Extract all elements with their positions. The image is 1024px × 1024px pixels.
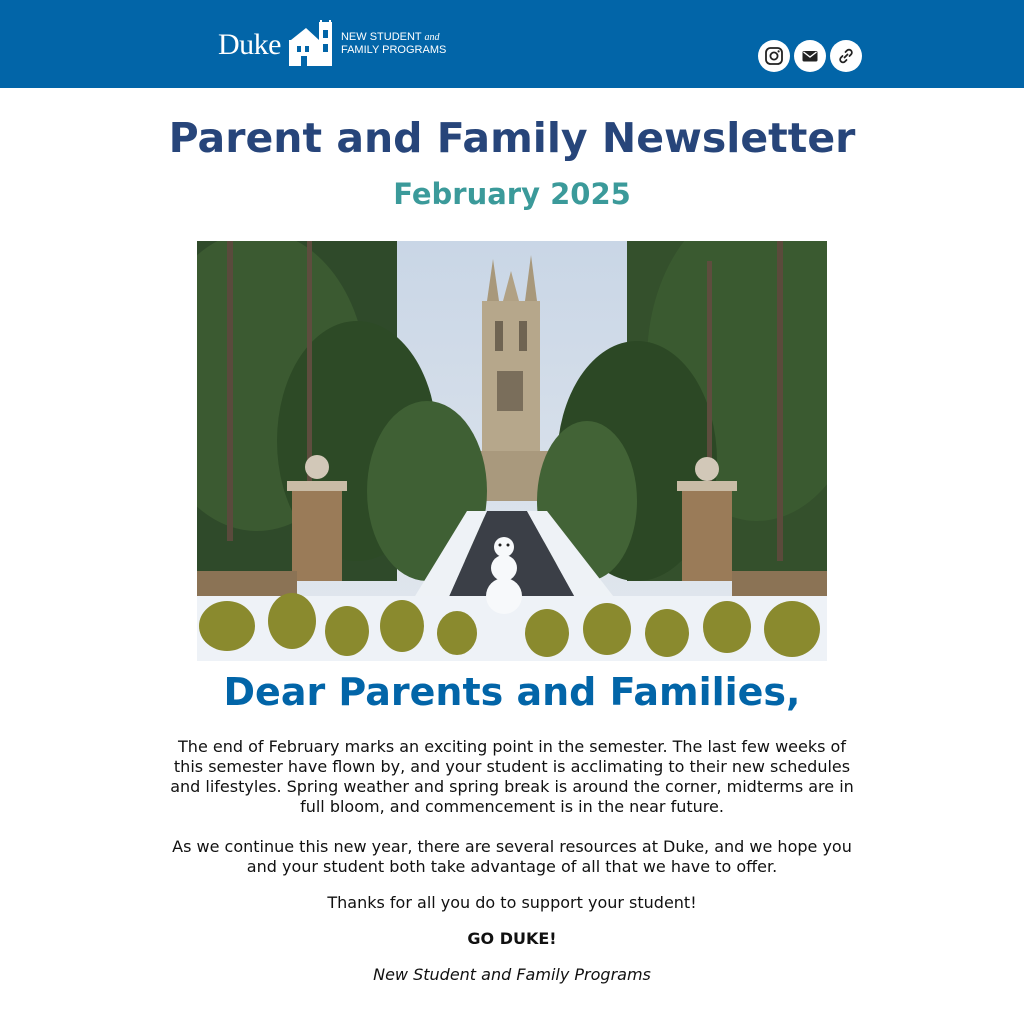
email-button[interactable] <box>794 40 826 72</box>
logo-line1-and: and <box>424 31 440 43</box>
hero-scene <box>197 241 827 661</box>
logo-text <box>341 31 446 56</box>
website-link-button[interactable] <box>830 40 862 72</box>
letter-signature: New Student and Family Programs <box>373 965 651 984</box>
chapel-logo-icon <box>289 20 333 66</box>
hero-image-duke-chapel-snow <box>197 241 827 661</box>
newsletter-title: Parent and Family Newsletter <box>168 114 856 162</box>
logo-line2: FAMILY PROGRAMS <box>340 43 447 56</box>
email-icon <box>801 47 819 65</box>
letter-cheer: GO DUKE! <box>467 929 557 948</box>
letter-thanks: Thanks for all you do to support your student! <box>327 893 697 912</box>
duke-logo[interactable] <box>218 18 446 68</box>
letter-paragraph-2: As we continue this new year, there are several resources at Duke, and we hope you and your student both take advantage of all that we have to offer. <box>172 837 852 876</box>
instagram-button[interactable] <box>758 40 790 72</box>
letter-greeting: Dear Parents and Families, <box>223 670 801 714</box>
social-links <box>758 40 862 72</box>
link-icon <box>837 47 855 65</box>
newsletter-date: February 2025 <box>393 177 631 211</box>
instagram-icon <box>764 46 784 66</box>
logo-line1: NEW STUDENT <box>340 30 422 43</box>
logo-wordmark: Duke <box>218 28 281 61</box>
letter-paragraph-1: The end of February marks an exciting point in the semester. The last few weeks of this semester have flown by, and your student is acclimating to their new schedules and lifestyles. Spring weather and spring break is around the corner, midterms are in full bloom, and commencement is in the near future. <box>170 737 854 816</box>
header-bar <box>0 0 1024 88</box>
